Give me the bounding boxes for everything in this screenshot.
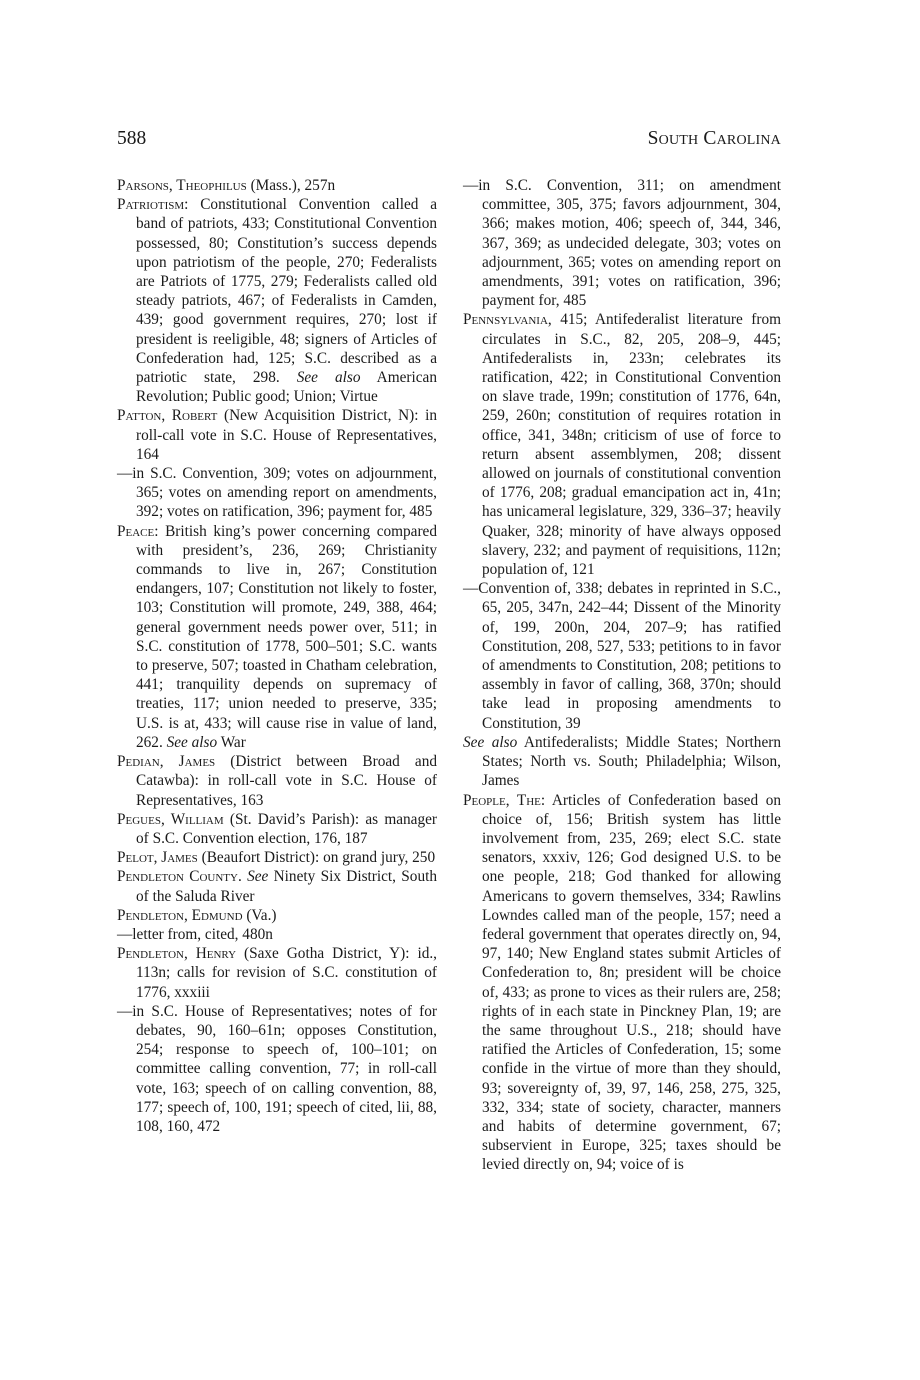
entry-text: —letter from, cited, 480n: [117, 925, 273, 943]
entry-text: Constitutional Convention called a band of patriots, 433; Constitutional Convention possessed, 80; Constitution’s success depends upon patriotism of the people, 270; Federalists are Patriots of 1775, 279; Federalists called old steady patriots, 467; of Federalists in Camden, 439; good government requires, 270; lost if president is reeligible, 48; signers of Articles of Confederation had, 125; S.C. described as a patriotic state, 298.: [136, 196, 437, 387]
index-entry: [117, 406, 437, 464]
see-also-reference: See also: [463, 733, 518, 751]
entry-headword: Patriotism:: [117, 196, 189, 214]
index-entry: [117, 944, 437, 1002]
entry-text: (Va.): [242, 906, 277, 924]
left-column: [117, 176, 437, 1136]
see-also-reference: See also: [166, 733, 218, 751]
entry-headword: Pegues, William: [117, 810, 224, 828]
index-entry: [117, 810, 437, 848]
index-subentry: [117, 464, 437, 522]
entry-headword: Pelot, James: [117, 849, 198, 867]
entry-text: (Mass.), 257n: [246, 177, 336, 194]
index-subentry: [117, 1002, 437, 1136]
index-entry: [117, 522, 437, 752]
entry-headword: Pendleton, Edmund: [117, 906, 243, 924]
entry-text: —Convention of, 338; debates in reprinted in S.C., 65, 205, 347n, 242–44; Dissent of the Minority of, 199, 200n, 204, 207–9; has ratified Constitution, 208, 527, 533; petitions to in favor of amendments to Constitution, 208; petitions to assembly in favor of calling, 368, 370n; should take lead in proposing amendments to Constitution, 39: [463, 580, 781, 732]
entry-headword: Parsons, Theophilus: [117, 177, 247, 194]
index-entry: [463, 791, 781, 1175]
entry-text: British king’s power concerning compared with president’s, 236, 269; Christianity commands to live in, 267; Constitution endangers, 107; Constitution not likely to foster, 103; Constitution will promote, 249, 388, 464; general government needs power over, 511; in S.C. constitution of 1778, 500–501; S.C. wants to preserve, 507; toasted in Chatham celebration, 441; tranquility depends on supremacy of treaties, 117; union needed to preserve, 335; U.S. is at, 433; will cause rise in value of land, 262.: [136, 522, 437, 751]
entry-text: —in S.C. Convention, 311; on amendment committee, 305, 375; favors adjournment, 304, 366; makes motion, 406; speech of, 344, 346, 367, 369; as undecided delegate, 303; votes on adjournment, 365; votes on amending report on amendments, 391; votes on ratification, 396; payment for, 485: [463, 177, 781, 310]
entry-headword: People, The:: [463, 791, 546, 809]
entry-headword: Pendleton, Henry: [117, 945, 237, 963]
index-entry: [117, 867, 437, 905]
page-header: [117, 128, 781, 154]
index-subentry: [463, 176, 781, 310]
see-also-reference: See also: [296, 369, 361, 387]
entry-headword: Pennsylvania,: [463, 311, 552, 329]
entry-text: Articles of Confederation based on choice of, 156; British system has little involvement from, 235, 269; elect S.C. state senators, xxxiv, 126; God designed U.S. to be one people, 218; God thanked for allowing Americans to govern themselves, 334; Rawlins Lowndes called man of the people, 157; need a federal government that operates directly on, 94, 97, 140; New England states submit Articles of Confederation to, 8n; president will be choice of, 433; as prone to vices as their rulers are, 258; rights of in each state in Pinckney Plan, 19; are the same throughout U.S., 218; should have ratified the Articles of Confederation, 15; some confide in the virtue of more than they should, 93; sovereignty of, 39, 97, 146, 258, 275, 325, 332, 334; state of society, character, manners and habits of determine government, 67; subservient in Europe, 325; taxes should be levied directly on, 94; voice of is: [482, 791, 781, 1174]
entry-headword: Pedian, James: [117, 753, 216, 771]
index-subentry: [117, 925, 437, 944]
entry-headword: Peace:: [117, 522, 159, 540]
right-column: [463, 176, 781, 1175]
entry-text: (Saxe Gotha District, Y): id., 113n; calls for revision of S.C. constitution of 1776, xxxiii: [136, 945, 437, 1001]
entry-text: (New Acquisition District, N): in roll-call vote in S.C. House of Representatives, 164: [136, 407, 437, 463]
index-entry: [117, 848, 437, 867]
see-also-entry: [463, 733, 781, 791]
entry-text: (Beaufort District): on grand jury, 250: [197, 849, 436, 867]
entry-text: 415; Antifederalist literature from circulates in S.C., 82, 205, 208–9, 445; Antifederalists in, 233n; celebrates its ratification, 422; in Constitutional Convention on slave trade, 199n; constitution of 1776, 64n, 259, 260n; constitution of requires rotation in office, 341, 348n; criticism of use of force to return absent assemblymen, 208; dissent allowed on journals of constitutional convention of 1776, 208; gradual emancipation act in, 41n; has unicameral legislature, 329, 336–37; heavily Quaker, 328; minority of have always opposed slavery, 232; and payment of requisitions, 112n; population of, 121: [482, 311, 781, 579]
entry-headword: Patton, Robert: [117, 407, 218, 425]
entry-tail: War: [217, 733, 246, 751]
entry-text: —in S.C. Convention, 309; votes on adjournment, 365; votes on amending report on amendments, 392; votes on ratification, 396; payment for, 485: [117, 465, 437, 521]
entry-text: (St. David’s Parish): as manager of S.C. Convention election, 176, 187: [136, 810, 437, 847]
see-reference: See: [241, 868, 269, 886]
entry-tail: American Revolution; Public good; Union; Virtue: [136, 369, 437, 406]
entry-text: Antifederalists; Middle States; Northern States; North vs. South; Philadelphia; Wilson, James: [482, 733, 781, 790]
entry-text: (District between Broad and Catawba): in roll-call vote in S.C. House of Representatives, 163: [136, 753, 437, 809]
index-entry: [117, 195, 437, 406]
index-entry: [463, 310, 781, 579]
entry-headword: Pendleton County.: [117, 868, 242, 886]
entry-text: —in S.C. House of Representatives; notes of for debates, 90, 160–61n; opposes Constitution, 254; response to speech of, 100–101; on committee calling convention, 77; in roll-call vote, 163; speech of on calling convention, 88, 177; speech of, 100, 191; speech of cited, lii, 88, 108, 160, 472: [117, 1002, 437, 1135]
index-entry: [117, 752, 437, 810]
index-entry: [117, 906, 437, 925]
index-entry: [117, 176, 437, 195]
running-head: South Carolina: [647, 128, 781, 149]
entry-text: Ninety Six District, South of the Saluda River: [136, 868, 437, 905]
page-number: 588: [117, 128, 147, 149]
index-subentry: [463, 579, 781, 733]
